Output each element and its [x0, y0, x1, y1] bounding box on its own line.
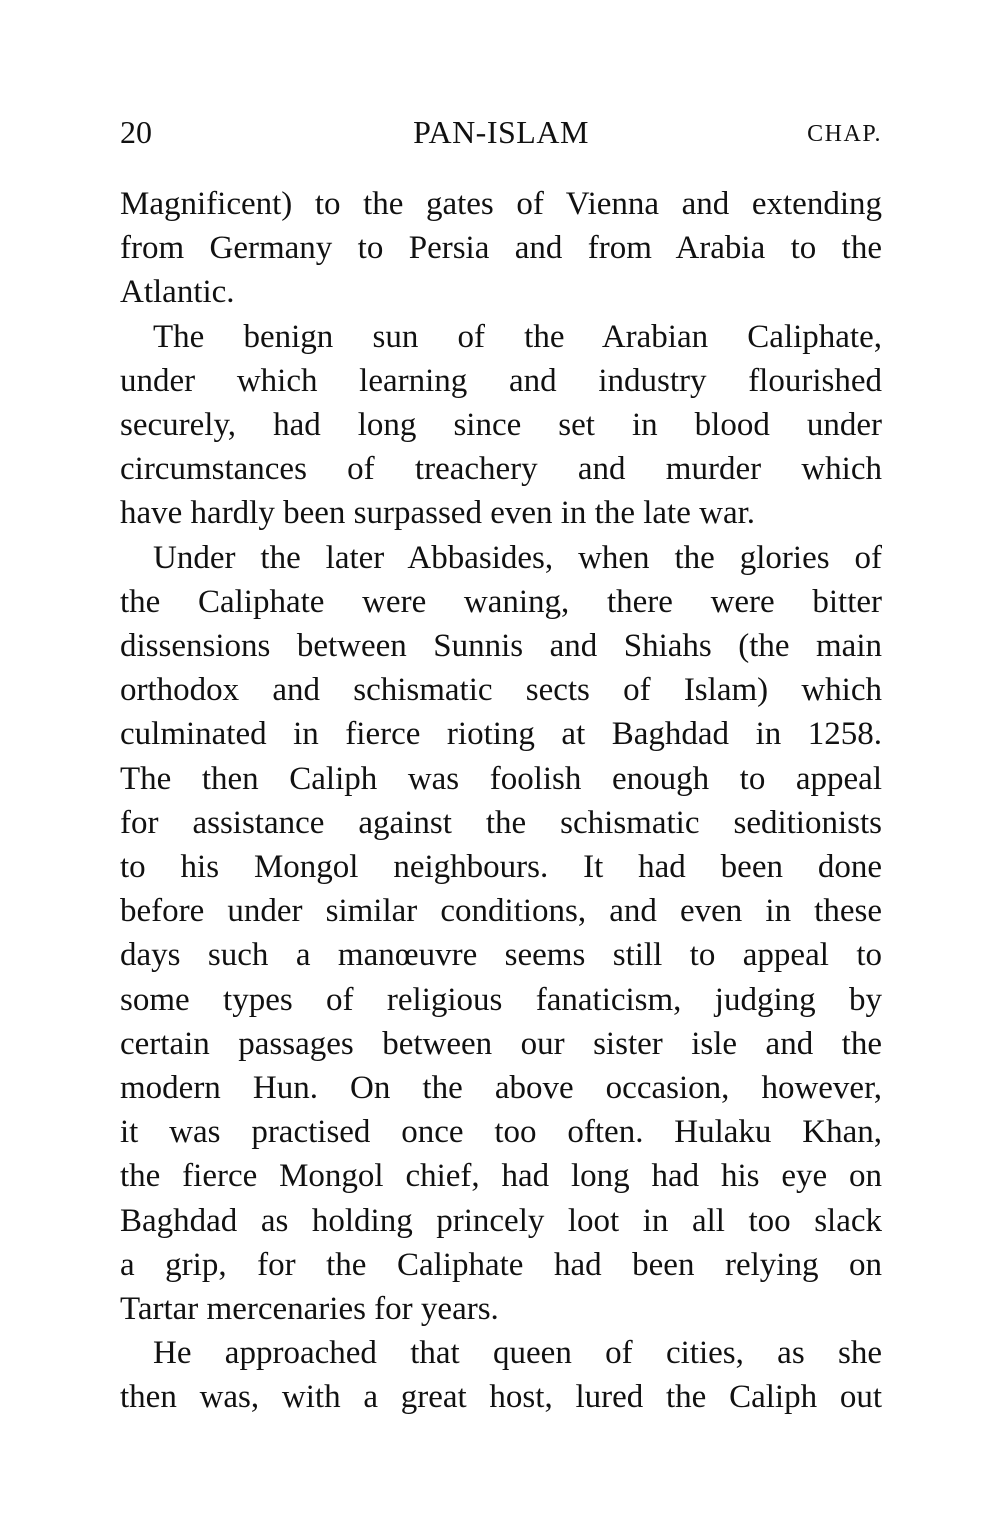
text-line: securely, had long since set in blood under [120, 407, 882, 444]
paragraph [120, 536, 882, 1332]
paragraph [120, 182, 882, 315]
text-line: circumstances of treachery and murder which [120, 451, 882, 488]
text-line: dissensions between Sunnis and Shiahs (the main [120, 628, 882, 665]
text-line: Magnificent) to the gates of Vienna and extending [120, 186, 882, 222]
text-line: days such a manœuvre seems still to appeal to [120, 937, 882, 974]
text-line: modern Hun. On the above occasion, however, [120, 1070, 882, 1107]
text-line: then was, with a great host, lured the Caliph out [120, 1379, 882, 1416]
text-line: have hardly been surpassed even in the late war. [120, 495, 756, 532]
text-line: culminated in fierce rioting at Baghdad in 1258. [120, 716, 882, 753]
text-line: it was practised once too often. Hulaku Khan, [120, 1114, 882, 1151]
paragraph [120, 315, 882, 536]
text-line: to his Mongol neighbours. It had been done [120, 849, 882, 886]
text-line: Atlantic. [120, 274, 235, 311]
running-title: PAN-ISLAM [413, 114, 589, 150]
chapter-label: CHAP. [807, 121, 882, 147]
text-line: certain passages between our sister isle and the [120, 1025, 882, 1062]
text-line: some types of religious fanaticism, judging by [120, 981, 882, 1018]
book-page [120, 110, 882, 1420]
paragraph [120, 1331, 882, 1419]
text-line: under which learning and industry flourished [120, 362, 882, 399]
text-line: from Germany to Persia and from Arabia to the [120, 230, 882, 267]
text-line: Under the later Abbasides, when the glories of [153, 539, 882, 576]
text-line: He approached that queen of cities, as she [153, 1335, 882, 1372]
text-line: before under similar conditions, and even in these [120, 893, 882, 930]
running-head [120, 110, 882, 154]
text-line: Baghdad as holding princely loot in all too slack [120, 1202, 882, 1239]
text-line: Tartar mercenaries for years. [120, 1291, 499, 1328]
body-text [120, 182, 882, 1420]
text-line: The then Caliph was foolish enough to appeal [120, 760, 882, 797]
text-line: the fierce Mongol chief, had long had his eye on [120, 1158, 882, 1195]
text-line: the Caliphate were waning, there were bitter [120, 583, 882, 620]
text-line: The benign sun of the Arabian Caliphate, [153, 318, 882, 355]
text-line: for assistance against the schismatic seditionists [120, 804, 882, 841]
text-line: a grip, for the Caliphate had been relying on [120, 1246, 882, 1283]
text-line: orthodox and schismatic sects of Islam) which [120, 672, 882, 709]
page-number: 20 [120, 114, 152, 150]
